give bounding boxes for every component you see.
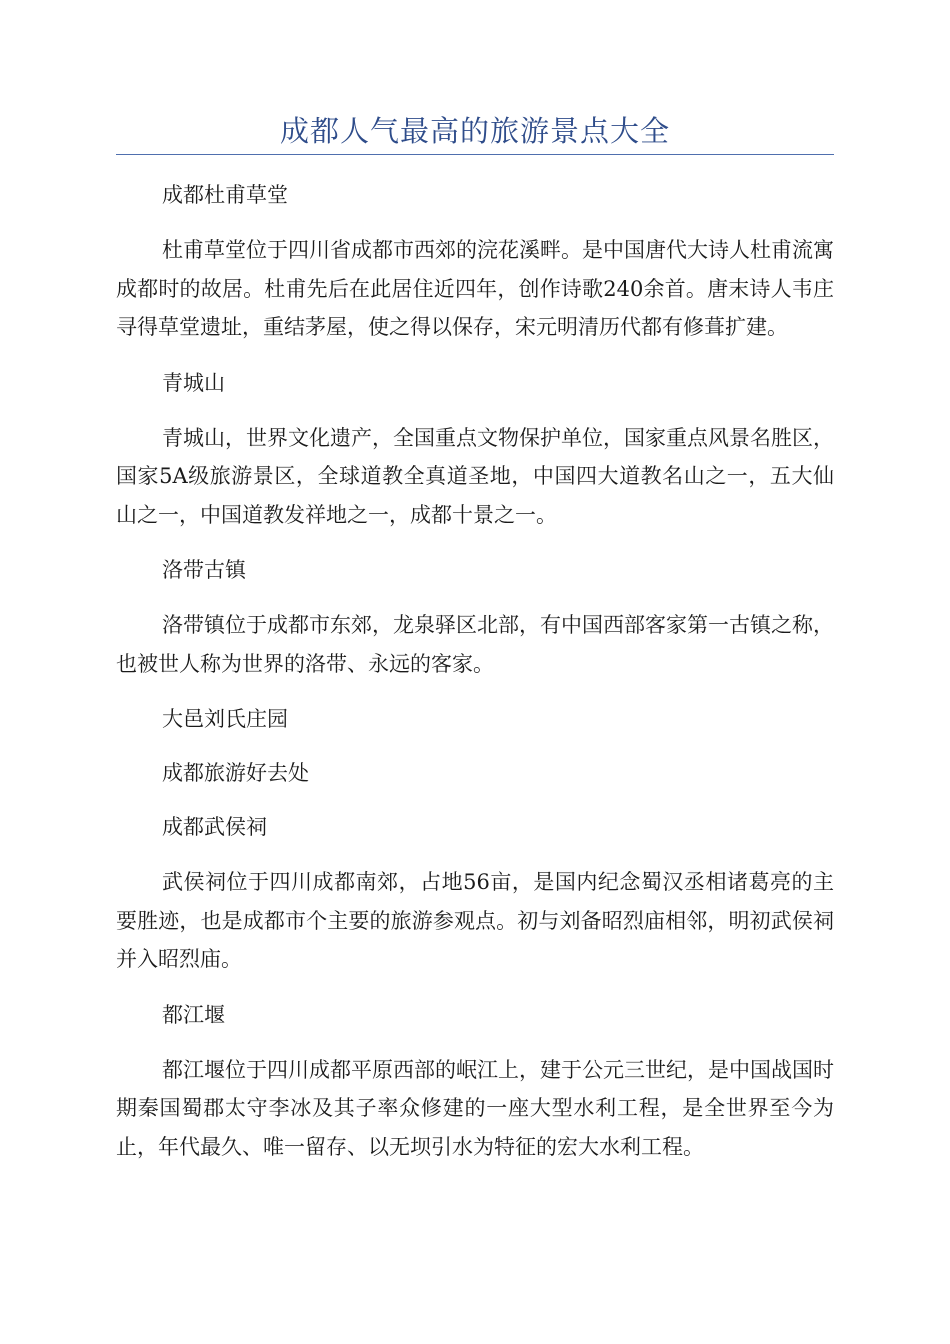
document-body bbox=[116, 177, 834, 1166]
section-paragraph: 武侯祠位于四川成都南郊，占地56亩，是国内纪念蜀汉丞相诸葛亮的主要胜迹，也是成都市个主要的旅游参观点。初与刘备昭烈庙相邻，明初武侯祠并入昭烈庙。 bbox=[116, 870, 834, 971]
document-page bbox=[116, 0, 834, 1184]
title-underline bbox=[116, 154, 834, 155]
section-paragraph: 洛带镇位于成都市东郊，龙泉驿区北部，有中国西部客家第一古镇之称，也被世人称为世界的洛带、永远的客家。 bbox=[116, 613, 834, 676]
section-heading: 成都武侯祠 bbox=[162, 815, 267, 839]
section-heading: 成都杜甫草堂 bbox=[162, 183, 288, 207]
section-heading: 洛带古镇 bbox=[162, 558, 246, 582]
section-heading: 大邑刘氏庄园 bbox=[162, 707, 288, 731]
section-heading: 青城山 bbox=[162, 370, 225, 395]
section-heading: 都江堰 bbox=[162, 1002, 225, 1027]
page-title: 成都人气最高的旅游景点大全 bbox=[279, 114, 670, 148]
section-paragraph: 青城山，世界文化遗产，全国重点文物保护单位，国家重点风景名胜区，国家5A级旅游景区，全球道教全真道圣地，中国四大道教名山之一，五大仙山之一，中国道教发祥地之一，成都十景之一。 bbox=[116, 425, 834, 527]
section-paragraph: 都江堰位于四川成都平原西部的岷江上，建于公元三世纪，是中国战国时期秦国蜀郡太守李冰及其子率众修建的一座大型水利工程，是全世界至今为止，年代最久、唯一留存、以无坝引水为特征的宏大水利工程。 bbox=[116, 1057, 834, 1159]
section-paragraph: 杜甫草堂位于四川省成都市西郊的浣花溪畔。是中国唐代大诗人杜甫流寓成都时的故居。杜甫先后在此居住近四年，创作诗歌240余首。唐末诗人韦庄寻得草堂遗址，重结茅屋，使之得以保存，宋元明清历代都有修葺扩建。 bbox=[116, 238, 834, 339]
section-heading: 成都旅游好去处 bbox=[162, 761, 309, 785]
